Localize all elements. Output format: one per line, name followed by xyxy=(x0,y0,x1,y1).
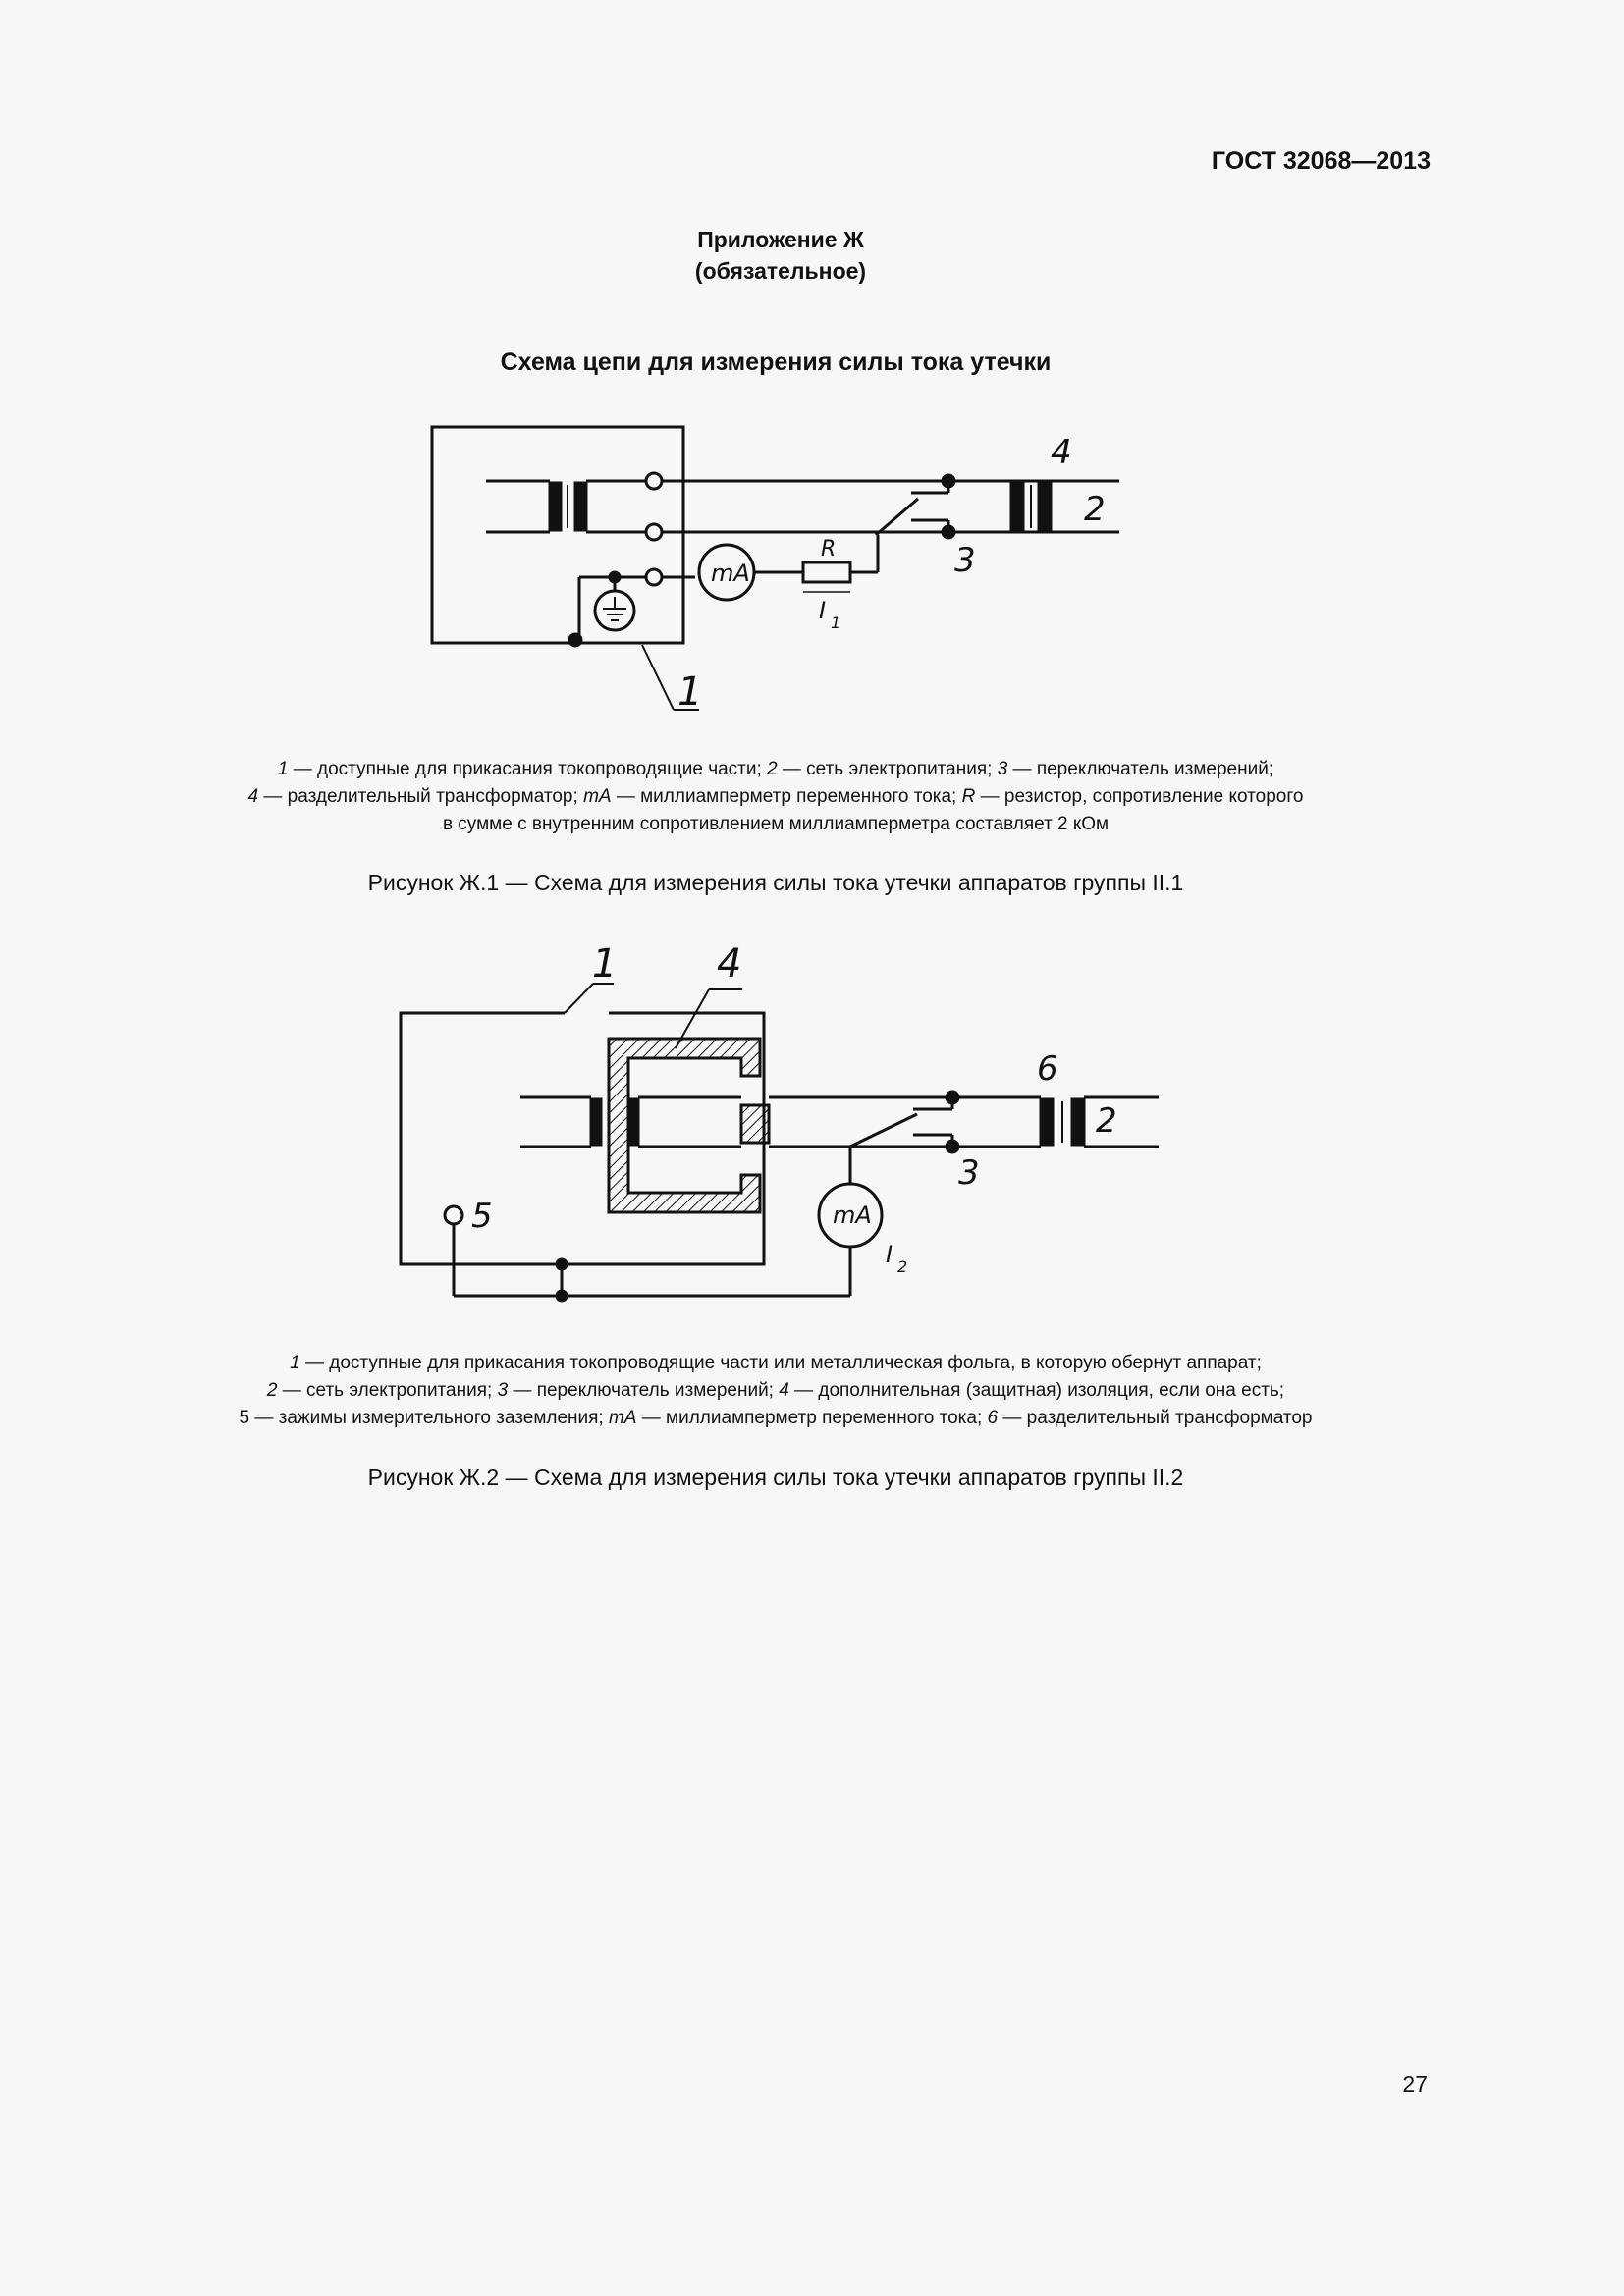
fig2-label-2: 2 xyxy=(1096,1101,1117,1141)
appendix-title: Приложение Ж xyxy=(697,227,864,252)
fig1-label-2: 2 xyxy=(1084,490,1106,529)
figure-1-diagram xyxy=(432,427,1119,710)
fig1-legend-line-3: в сумме с внутренним сопротивлением миллиамперметра составляет 2 кОм xyxy=(442,814,1110,834)
figure-2-legend xyxy=(98,1350,1453,1432)
fig1-legend-line-1: 1 — доступные для прикасания токопроводящие части; 2 — сеть электропитания; 3 — переключатель измерений; xyxy=(277,759,1274,779)
figure-1-caption: Рисунок Ж.1 — Схема для измерения силы тока утечки аппаратов группы II.1 xyxy=(367,870,1184,895)
fig2-label-4: 4 xyxy=(717,941,742,987)
fig2-label-5: 5 xyxy=(471,1197,493,1236)
fig2-current-label: I xyxy=(886,1241,893,1268)
terminal-3 xyxy=(646,569,662,585)
appendix-status: (обязательное) xyxy=(694,258,867,284)
switch-blade xyxy=(876,499,918,535)
transformer-core-left-2 xyxy=(591,1099,601,1145)
earth-terminal-5 xyxy=(445,1206,462,1224)
page-number: 27 xyxy=(1402,2071,1428,2097)
section-title: Схема цепи для измерения силы тока утечки xyxy=(500,348,1052,376)
transformer-4-core xyxy=(1011,483,1023,530)
figure-2-labels xyxy=(471,941,1117,1276)
switch-blade-2 xyxy=(850,1114,917,1147)
figure-1-labels xyxy=(677,433,1106,715)
fig1-current-label: I xyxy=(819,597,827,624)
figure-2-caption: Рисунок Ж.2 — Схема для измерения силы тока утечки аппаратов группы II.2 xyxy=(367,1465,1184,1490)
fig2-legend-line-2: 2 — сеть электропитания; 3 — переключатель измерений; 4 — дополнительная (защитная) изоляция, если она есть; xyxy=(266,1380,1285,1401)
terminal-2 xyxy=(646,524,662,540)
fig2-label-3: 3 xyxy=(958,1153,980,1193)
transformer-core-left xyxy=(550,483,561,530)
transformer-6-core xyxy=(1041,1099,1053,1145)
figure-1-legend xyxy=(98,756,1453,838)
fig2-label-6: 6 xyxy=(1037,1049,1058,1089)
terminal-1 xyxy=(646,473,662,489)
fig1-meter-label: mA xyxy=(711,560,750,587)
figure-2-diagram xyxy=(401,984,1159,1301)
fig2-meter-label: mA xyxy=(833,1201,872,1229)
resistor xyxy=(803,562,850,582)
fig2-legend-line-3: 5 — зажимы измерительного заземления; mA — миллиамперметр переменного тока; 6 — разделительный трансформатор xyxy=(239,1408,1313,1428)
document-code: ГОСТ 32068—2013 xyxy=(1211,147,1431,175)
fig1-label-4: 4 xyxy=(1051,433,1072,472)
fig2-label-1: 1 xyxy=(592,941,618,987)
fig1-resistor-label: R xyxy=(821,537,837,561)
fig2-legend-line-1: 1 — доступные для прикасания токопроводящие части или металлическая фольга, в которую обернут аппарат; xyxy=(290,1353,1262,1373)
fig1-label-1: 1 xyxy=(677,669,703,715)
fig1-legend-line-2: 4 — разделительный трансформатор; mA — миллиамперметр переменного тока; R — резистор, сопротивление которого xyxy=(247,786,1304,807)
insulation-plug xyxy=(741,1105,769,1143)
fig1-label-3: 3 xyxy=(954,541,976,580)
fig2-current-subscript: 2 xyxy=(897,1257,908,1276)
fig1-current-subscript: 1 xyxy=(831,614,841,632)
